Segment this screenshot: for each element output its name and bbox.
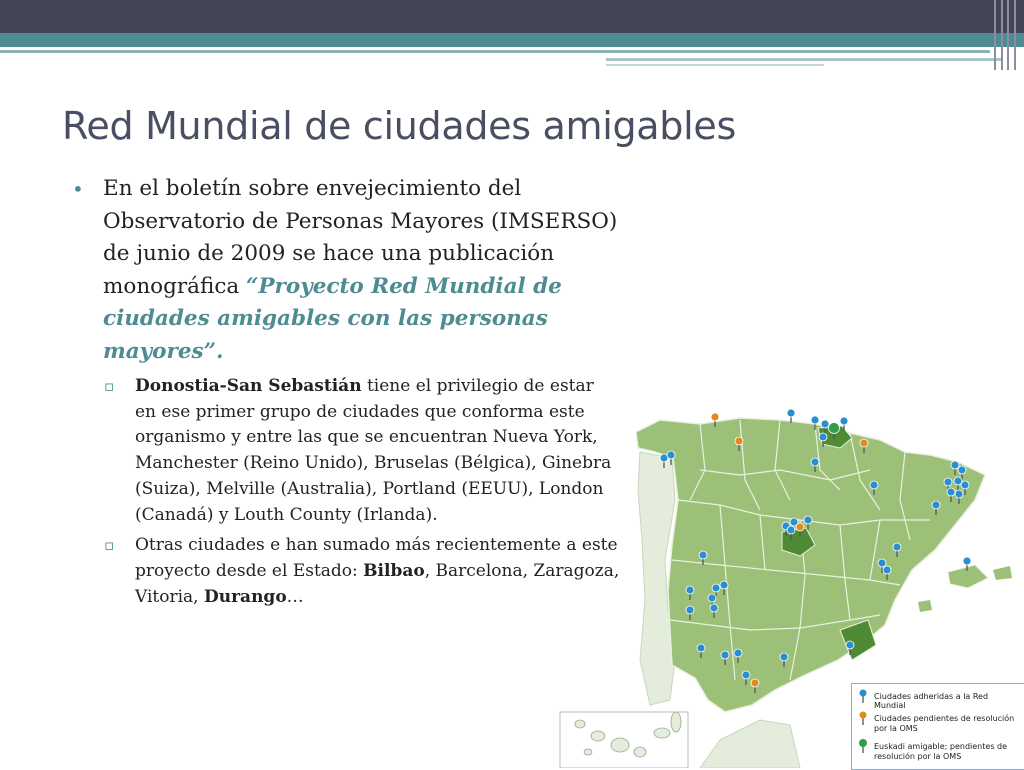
header-rule-short	[606, 58, 1001, 61]
green-pin-icon	[856, 739, 870, 753]
slide-content	[72, 173, 620, 615]
sub-bullet-text: , Barcelona, Zaragoza, Vitoria,	[135, 560, 620, 607]
sub-bullet-bold-bilbao: Bilbao	[363, 560, 425, 581]
header-accent-bar	[0, 33, 1024, 47]
sub-bullet-donostia	[104, 374, 620, 528]
balearic-islands	[948, 565, 988, 588]
sub-bullet-list	[104, 374, 620, 610]
header-rule	[0, 50, 990, 53]
sub-bullet-otras	[104, 533, 620, 610]
sub-bullet-bold-durango: Durango	[204, 586, 287, 607]
legend-label: Euskadi amigable; pendientes de	[874, 742, 1008, 751]
legend-label: Ciudades pendientes de resolución	[874, 714, 1015, 723]
sub-bullet-text: …	[286, 586, 304, 607]
spain-land	[636, 418, 985, 712]
main-bullet-text: En el boletín sobre envejecimiento del Observatorio de Personas Mayores (IMSERSO) de junio de 2009 se hace una publicación monográfica	[103, 176, 618, 299]
legend-item-adheridas	[856, 689, 1021, 710]
blue-pin-icon	[856, 689, 870, 703]
legend-label: Ciudades adheridas a la Red Mundial	[874, 692, 989, 710]
africa-land	[700, 720, 800, 768]
sub-bullet-bold: Donostia-San Sebastián	[135, 376, 362, 396]
orange-pin-icon	[856, 711, 870, 725]
ibiza	[918, 600, 932, 612]
header-bar	[0, 0, 1024, 33]
legend-item-pendientes	[856, 711, 1021, 734]
header-rule-shorter	[606, 64, 824, 66]
main-bullet-end: .	[216, 338, 224, 364]
legend-label: resolución por la OMS	[874, 752, 962, 761]
sub-bullet-text: tiene el privilegio de estar en ese primer grupo de ciudades que conforma este organismo y entre las que se encuentran Nueva York, Manchester (Reino Unido), Bruselas (Bélgica), Ginebra (Suiza), Melville (Australia), Portland (EEUU), London (Canadá) y Louth County (Irlanda).	[135, 376, 612, 525]
main-bullet-emphasis: “Proyecto Red Mundial de ciudades amigables con las personas mayores”	[103, 273, 562, 364]
main-bullet	[72, 173, 620, 368]
sub-bullet-text: Otras ciudades e han sumado más recientemente a este proyecto desde el Estado:	[135, 535, 618, 581]
legend-item-euskadi	[856, 739, 1021, 762]
page-title: Red Mundial de ciudades amigables	[62, 104, 736, 148]
legend-label: por la OMS	[874, 724, 918, 733]
map-legend	[851, 683, 1024, 770]
header-vertical-lines	[990, 0, 1024, 70]
balearic-islands-small	[993, 566, 1012, 580]
